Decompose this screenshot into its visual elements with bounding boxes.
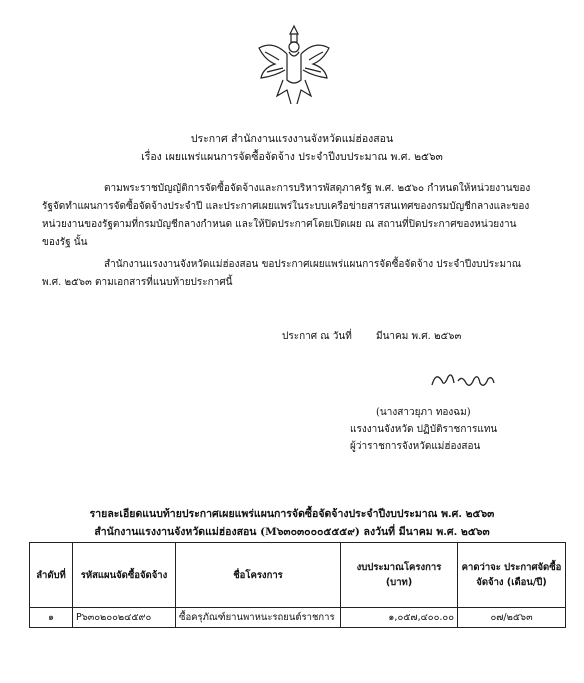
column-header-expected-date: คาดว่าจะ ประกาศจัดซื้อจัดจ้าง (เดือน/ปี): [458, 543, 566, 608]
garuda-emblem-icon: [253, 20, 335, 110]
cell-plan-code: P๖๓๐๒๐๐๒๔๕๙๐: [73, 608, 176, 628]
announcement-subject: เรื่อง เผยแพร่แผนการจัดซื้อจัดจ้าง ประจำปีงบประมาณ พ.ศ. ๒๕๖๓: [141, 151, 443, 163]
cell-order: ๑: [30, 608, 73, 628]
column-header-plan-code: รหัสแผนจัดซื้อจัดจ้าง: [73, 543, 176, 608]
announcement-title: ประกาศ สำนักงานแรงงานจังหวัดแม่ฮ่องสอน: [190, 133, 394, 145]
signer-position2: ผู้ว่าราชการจังหวัดแม่ฮ่องสอน: [350, 441, 481, 452]
cell-project-name: ซื้อครุภัณฑ์ยานพาหนะรถยนต์ราชการ: [176, 608, 341, 628]
paragraph1-line1: ตามพระราชบัญญัติการจัดซื้อจัดจ้างและการบริหารพัสดุภาครัฐ พ.ศ. ๒๕๖๐ กำหนดให้หน่วยงานของ: [104, 183, 531, 194]
table-row: [30, 608, 566, 628]
column-header-budget: งบประมาณโครงการ (บาท): [341, 543, 458, 608]
cell-expected-date: ๐๗/๒๕๖๓: [458, 608, 566, 628]
paragraph1-line2: รัฐจัดทำแผนการจัดซื้อจัดจ้างประจำปี และประกาศเผยแพร่ในระบบเครือข่ายสารสนเทศของกรมบัญชีกลางและของ: [42, 201, 530, 212]
signer-name: (นางสาวยุภา ทองฉม): [376, 407, 471, 418]
signer-position1: แรงงานจังหวัด ปฏิบัติราชการแทน: [350, 424, 498, 435]
paragraph1-line3: หน่วยงานของรัฐตามที่กรมบัญชีกลางกำหนด และให้ปิดประกาศโดยเปิดเผย ณ สถานที่ปิดประกาศของหน่วยงาน: [42, 219, 517, 230]
column-header-project-name: ชื่อโครงการ: [176, 543, 341, 608]
paragraph1-line4: ของรัฐ นั้น: [42, 237, 88, 248]
cell-budget: ๑,๐๕๗,๔๐๐.๐๐: [341, 608, 458, 628]
column-header-order: ลำดับที่: [30, 543, 73, 608]
date-value: มีนาคม พ.ศ. ๒๕๖๓: [376, 331, 462, 342]
handwritten-signature-icon: [428, 367, 498, 393]
detail-heading1: รายละเอียดแนบท้ายประกาศเผยแพร่แผนการจัดซื้อจัดจ้างประจำปีงบประมาณ พ.ศ. ๒๕๖๓: [89, 508, 495, 520]
procurement-table: [29, 542, 566, 628]
paragraph2-line2: พ.ศ. ๒๕๖๓ ตามเอกสารที่แนบท้ายประกาศนี้: [42, 277, 233, 288]
paragraph2-line1: สำนักงานแรงงานจังหวัดแม่ฮ่องสอน ขอประกาศเผยแพร่แผนการจัดซื้อจัดจ้าง ประจำปีงบประมาณ: [104, 259, 522, 270]
date-label: ประกาศ ณ วันที่: [282, 331, 352, 342]
detail-heading2: สำนักงานแรงงานจังหวัดแม่ฮ่องสอน (M๖๓๐๓๐๐๐๕๕๕๙) ลงวันที่ มีนาคม พ.ศ. ๒๕๖๓: [94, 526, 490, 538]
table-header-row: [30, 543, 566, 608]
